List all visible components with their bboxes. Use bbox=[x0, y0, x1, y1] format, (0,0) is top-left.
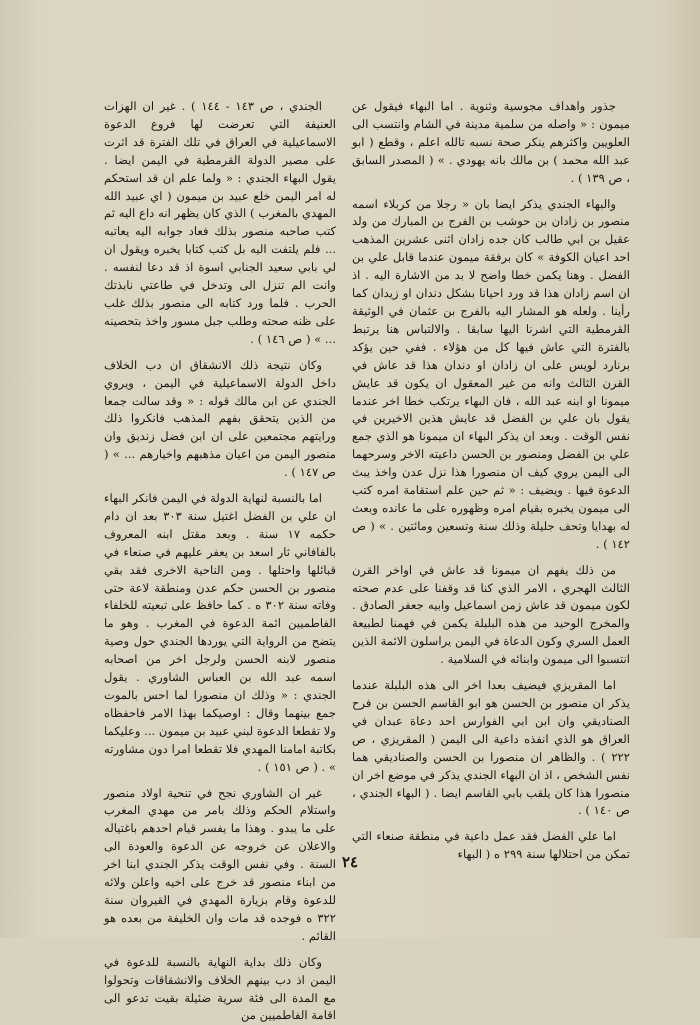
paragraph: وكان نتيجة ذلك الانشقاق ان دب الخلاف داخل الدولة الاسماعيلية في اليمن ، ويروي الجندي عن ابن مالك قوله : « وقد سالت جمعا من الذين يتحقق بفهم المذهب فانكروا ذلك ورايتهم مجتمعين على ان ابن فضل زنديق وان منصور اليمن من اعيان مذهبهم واخيارهم ... » ( ص ١٤٧ ) . bbox=[104, 357, 336, 480]
paragraph: اما المقريزي فيضيف بعدا اخر الى هذه البلبلة عندما يذكر ان منصور بن الحسن هو ابو القاسم الحسن بن فرح الصناديقي وان ابن ابي الفوارس احد دعاة عبدان في العراق هو الذي انفذه داعية الى اليمن ( المقريزي ، ص ٢٢٢ ) . والظاهر ان منصورا بن الحسن والصناديقي هما نفس الشخص ، اذ ان البهاء الجندي يذكر في موضع اخر ان منصورا هذا كان يلقب بابي القاسم ايضا . ( البهاء الجندي ، ص ١٤٠ ) . bbox=[352, 678, 630, 818]
paragraph: الجندي ، ص ١٤٣ - ١٤٤ ) . غير ان الهزات العنيفة التي تعرضت لها فروع الدعوة الاسماعيلية في العراق في تلك الفترة قد اثرت على مصير الدولة القرمطية في اليمن ايضا . يقول البهاء الجندي : « ولما علم ان قد استحكم له امر اليمن خلع عبيد بن ميمون ( اي عبيد الله المهدي بالمغرب ) الذي كان يظهر انه داع اليه ثم كتب صاحبه منصور بذلك فعاد جوابه اليه يعاتبه ... فلم يلتفت اليه بل كتب كتابا يخبره ويقول ان لي بابي سعيد الجنابي اسوة اذ قد دعا لنفسه . وانت الم تنزل الى وتدخل في طاعتي نابذتك الحرب . فلما ورد كتابه الى منصور بذلك غلب على ظنه صحته وطلب جبل مسور واخذ بتحصينه ... » ( ص ١٤٦ ) . bbox=[104, 99, 336, 346]
page-number: ٢٤ bbox=[341, 853, 359, 871]
paragraph: والبهاء الجندي يذكر ايضا بان « رجلا من كربلاء اسمه منصور بن زادان بن حوشب بن الفرج بن المبارك من ولد عقيل بن ابي طالب كان جده زادان اثنى عشرين المذهب احد اعيان الكوفة » كان برفقة ميمون عندما قابل علي بن الفضل . وهنا يكمن خطا واضح لا بد من الاشارة اليه . اذ ان اسم زادان هذا قد ورد احيانا بشكل دندان او زيدان كما رأينا . ولعله هو المشار اليه بالفرج بن عثمان في الوثيقة القرمطية التي اشرنا اليها سابقا . والالتباس هنا يرتبط بالفترة التي عاش فيها كل من هؤلاء . ففي حين يؤكد برنارد لويس على ان زادان او دندان هذا قد عاش في القرن الثالث وانه من غير المعقول ان يكون قد عايش ميمونا او ابنه عبد الله ، فان البهاء يرتكب خطا اخر عندما يقول بان علي بن الفضل قد عايش هذين الاخيرين في نفس الوقت . وبعد ان يذكر البهاء ان ميمونا هو الذي جمع علي بن الفضل ومنصور بن الحسن داعيته الاخر وسرحهما الى اليمن يروي كيف ان منصورا هذا نزل عدن واخذ يبث الدعوة فيها . ويضيف : « ثم حين علم استقامة امره كتب الى ميمون يخبره بقيام امره وظهوره على ما عانده وبعث له بهدايا وتحف جليلة وذلك سنة وتسعين ومائتين . » ( ص ١٤٢ ) . bbox=[352, 196, 630, 551]
paragraph: جذور واهداف مجوسية وثنوية . اما البهاء فيقول عن ميمون : « واصله من سلمية مدينة في الشام وانتسب الى العلويين واكثرهم ينكر صحة نسبه تالله اعلم ، وقطع ( ابو عبد الله محمد ) بن مالك بانه يهودي . » ( المصدر السابق ، ص ١٣٩ ) . bbox=[352, 99, 630, 185]
left-text-column bbox=[104, 98, 336, 1023]
paragraph: من ذلك يفهم ان ميمونا قد عاش في اواخر القرن الثالث الهجري ، الامر الذي كنا قد وقفنا على عدم صحته لكون ميمون قد عاش زمن اسماعيل وابيه جعفر الصادق . والمخرج الوحيد من هذه البلبلة يكمن في فهمنا لطبيعة العمل السري وكون الدعاة في اليمن يراسلون الائمة الذين انتسبوا الى ميمون وابنائه في السلامية . bbox=[352, 562, 630, 667]
paragraph: اما علي الفضل فقد عمل داعية في منطقة صنعاء التي تمكن من احتلالها سنة ٢٩٩ ه ( البهاء bbox=[352, 829, 630, 862]
right-text-column bbox=[352, 98, 630, 898]
paragraph: وكان ذلك بداية النهاية بالنسبة للدعوة في اليمن اذ دب بينهم الخلاف والانشقاقات وتحولوا مع المدة الى فئة سرية ضئيلة بقيت تدعو الى اقامة الفاطميين من bbox=[104, 954, 336, 1023]
paragraph: غير ان الشاوري نجح في تنحية اولاد منصور واستلام الحكم وذلك بامر من مهدي المغرب على ما يبدو . وهذا ما يفسر قيام احدهم باغتياله والاعلان عن خروجه عن الدعوة والعودة الى السنة . وفي نفس الوقت يذكر الجندي ابنا اخر من ابناء منصور قد خرج على اخيه واعلن ولائه للدعوة وقام بزيارة المهدي في القيروان سنة ٣٢٢ ه فوجده قد مات وان الخليفة من بعده هو القائم . bbox=[104, 785, 336, 943]
paragraph: اما بالنسبة لنهاية الدولة في اليمن فانكر البهاء ان علي بن الفضل اغتيل سنة ٣٠٣ بعد ان دام حكمه ١٧ سنة . وبعد مقتل ابنه المعروف بالفافاني ثار اسعد بن يعفر عليهم في صنعاء في قبائلها واحتلها . ومن الناحية الاخرى فقد بقي منصور بن الحسن حكم عدن ومنطقة لاعة حتى وفاته سنة ٣٠٢ ه . كما حافظ على تبعيته للخلفاء الفاطميين ائمة الدعوة في المغرب . وهو ما يتضح من الرواية التي يوردها الجندي حول وصية منصور لابنه الحسن ولرجل اخر من اصحابه اسمه عبد الله بن العباس الشاوري . يقول الجندي : « وذلك ان منصورا لما احس بالموت جمع بينهما وقال : اوصيكما بهذا الامر فاحفظاه ولا تقطعا الدعوة لبني عبيد بن ميمون ... وعليكما بكاتبة امامنا المهدي فلا تقطعا امرا دون مشاورته » . ( ص ١٥١ ) . bbox=[104, 491, 336, 774]
